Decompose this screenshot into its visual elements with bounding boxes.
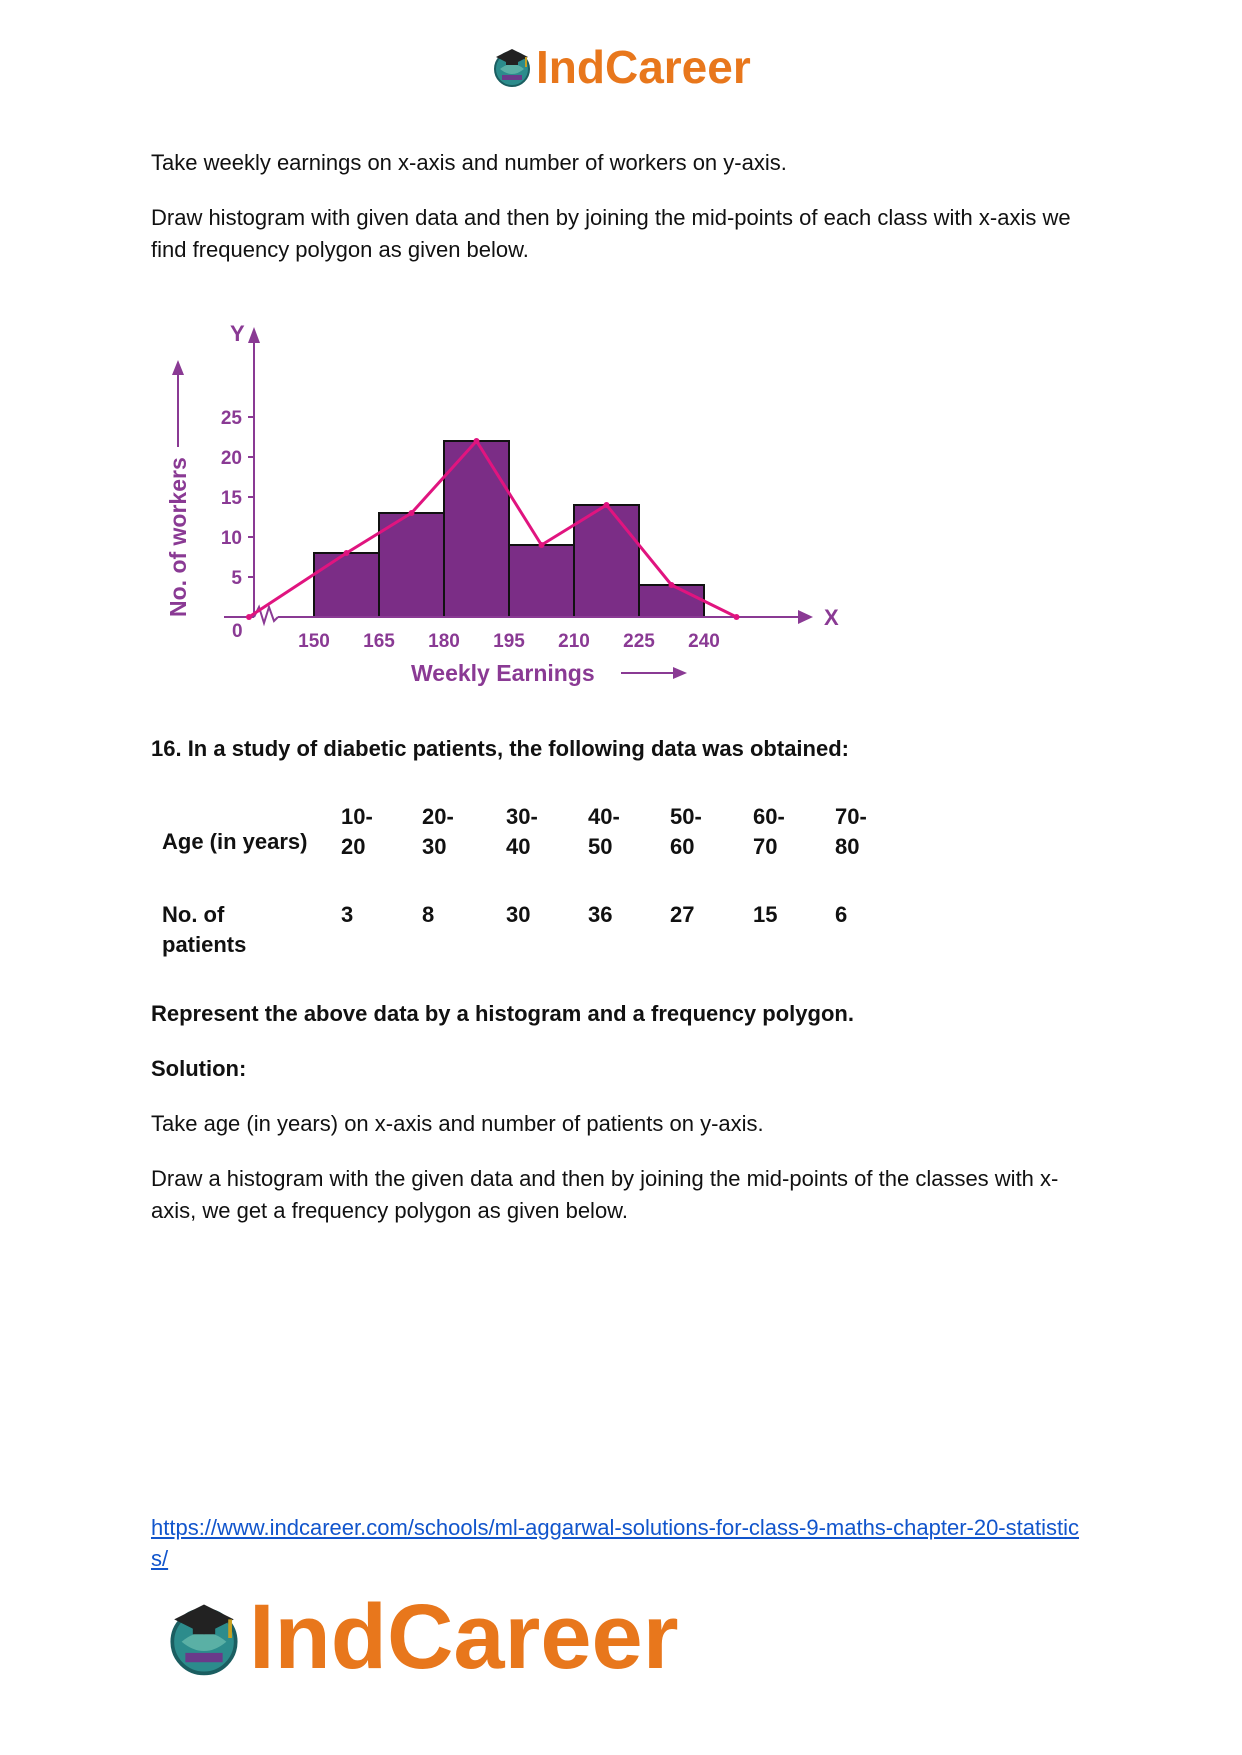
solution-label: Solution:: [151, 1056, 247, 1081]
brand-logo-top: [490, 40, 751, 94]
histogram-bar: [639, 585, 704, 617]
polygon-point: [734, 614, 740, 620]
table-count: 36: [588, 902, 613, 927]
table-class-70-80: 70-80: [835, 804, 867, 859]
solution-line-2: Draw a histogram with the given data and then by joining the mid-points of the classes with x-axis, we get a frequency polygon as given below.: [151, 1166, 1059, 1223]
y-tick-label: 20: [220, 448, 242, 469]
y-axis-letter: Y: [230, 321, 245, 346]
paragraph-axes: Take weekly earnings on x-axis and number of workers on y-axis.: [151, 150, 787, 175]
y-label-arrow-head: [172, 360, 184, 375]
row-label-line2: patients: [162, 932, 247, 957]
x-label-arrow-head: [673, 667, 687, 679]
histogram-chart: [151, 315, 871, 700]
x-tick-label: 150: [298, 631, 330, 652]
x-tick-label: 180: [428, 631, 460, 652]
y-tick-label: 5: [231, 568, 242, 589]
table-count: 15: [753, 902, 778, 927]
histogram-bar: [574, 505, 639, 617]
histogram-bar: [314, 553, 379, 617]
table-row-label: [162, 900, 332, 960]
table-class-10-20: 10-20: [341, 804, 373, 859]
table-class-40-50: 40-50: [588, 804, 620, 859]
polygon-point: [344, 550, 350, 556]
polygon-point: [539, 542, 545, 548]
x-axis-arrow: [798, 610, 813, 624]
x-tick-label: 210: [558, 631, 590, 652]
x-tick-label: 240: [688, 631, 720, 652]
source-link[interactable]: https://www.indcareer.com/schools/ml-aggarwal-solutions-for-class-9-maths-chapter-20-statistics/: [151, 1515, 1079, 1571]
polygon-point: [604, 502, 610, 508]
paragraph-histogram: Draw histogram with given data and then by joining the mid-points of each class with x-axis we find frequency polygon as given below.: [151, 205, 1071, 262]
instruction-text: Represent the above data by a histogram and a frequency polygon.: [151, 1001, 854, 1026]
x-tick-label: 165: [363, 631, 395, 652]
y-tick-label: 25: [220, 408, 242, 429]
table-header-label: Age (in years): [162, 829, 308, 854]
y-tick-label: 10: [220, 528, 242, 549]
table-count: 30: [506, 902, 531, 927]
table-class-60-70: 60-70: [753, 804, 785, 859]
table-class-20-30: 20-30: [422, 804, 454, 859]
table-count: 27: [670, 902, 695, 927]
brand-wordmark: IndCareer: [536, 41, 751, 93]
y-axis-arrow: [248, 327, 260, 343]
y-tick-label: 15: [220, 488, 242, 509]
row-label-line1: No. of: [162, 902, 225, 927]
table-class-30-40: 30-40: [506, 804, 538, 859]
axis-break-mark: [254, 607, 278, 623]
x-axis-label: Weekly Earnings: [411, 660, 595, 686]
brand-wordmark: IndCareer: [249, 1586, 679, 1688]
histogram-svg: [151, 315, 871, 700]
polygon-point: [409, 510, 415, 516]
solution-line-1: Take age (in years) on x-axis and number of patients on y-axis.: [151, 1111, 764, 1136]
x-tick-label: 195: [493, 631, 525, 652]
question-heading: 16. In a study of diabetic patients, the following data was obtained:: [151, 736, 849, 761]
histogram-bar: [509, 545, 574, 617]
polygon-point: [669, 582, 675, 588]
x-tick-label: 225: [623, 631, 655, 652]
brand-logo-bottom: [163, 1585, 679, 1690]
polygon-point: [474, 438, 480, 444]
table-count: 8: [422, 902, 435, 927]
graduation-globe-icon: [490, 45, 534, 89]
table-class-50-60: 50-60: [670, 804, 702, 859]
graduation-globe-icon: [163, 1597, 245, 1679]
table-count: 3: [341, 902, 354, 927]
y-axis-label: No. of workers: [165, 457, 191, 617]
table-count: 6: [835, 902, 848, 927]
x-axis-letter: X: [824, 605, 839, 630]
polygon-point: [246, 614, 252, 620]
origin-label: 0: [232, 621, 243, 642]
